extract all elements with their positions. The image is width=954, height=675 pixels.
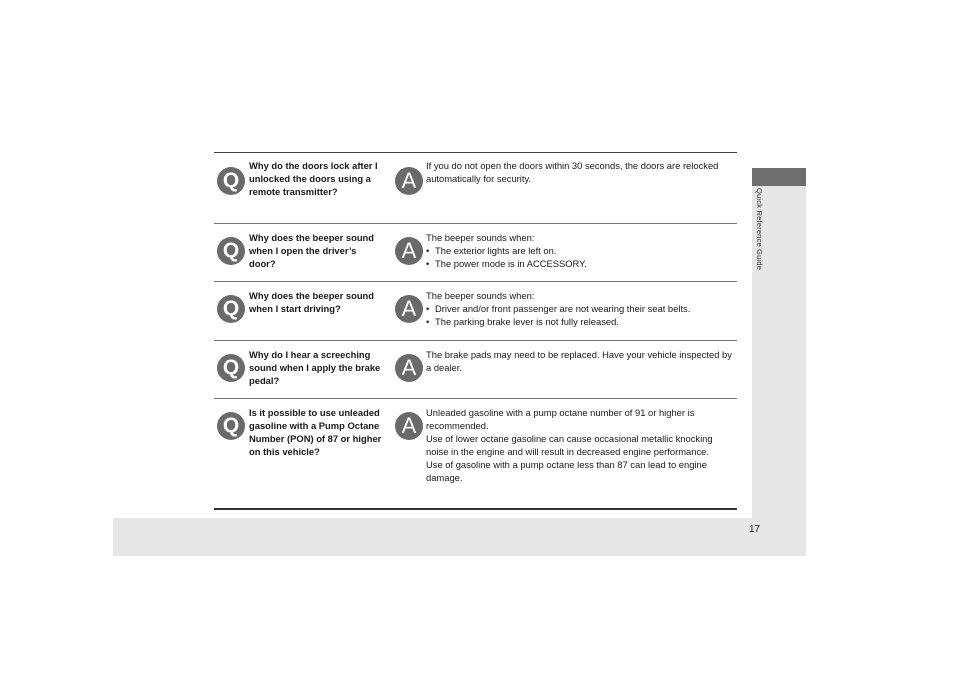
section-tab[interactable] (752, 168, 806, 186)
answer-icon: A (395, 237, 423, 265)
answer-icon: A (395, 167, 423, 195)
question-text: Why do I hear a screeching sound when I apply the brake pedal? (249, 349, 381, 386)
question-text: Why does the beeper sound when I start driving? (249, 290, 375, 314)
answer-icon: A (395, 412, 423, 440)
faq-row (214, 153, 737, 223)
question-icon: Q (217, 167, 245, 195)
answer-line: The beeper sounds when: (426, 232, 535, 243)
faq-row (214, 399, 737, 507)
question-text: Why does the beeper sound when I open the driver’s door? (249, 232, 375, 269)
question-text: Is it possible to use unleaded gasoline with a Pump Octane Number (PON) of 87 or higher on this vehicle? (249, 407, 382, 457)
table-bottom-rule (214, 508, 737, 510)
answer-text (426, 159, 732, 185)
answer-bullet: • The power mode is in ACCESSORY. (426, 257, 732, 270)
answer-text (426, 289, 732, 328)
answer-line: If you do not open the doors within 30 seconds, the doors are relocked automatically for security. (426, 160, 719, 184)
page-number: 17 (749, 524, 761, 535)
question-icon: Q (217, 412, 245, 440)
question-icon: Q (217, 237, 245, 265)
answer-line: Unleaded gasoline with a pump octane number of 91 or higher is recommended. (426, 407, 695, 431)
question-icon: Q (217, 295, 245, 323)
answer-line: Use of lower octane gasoline can cause occasional metallic knocking noise in the engine and will result in decreased engine performance. (426, 433, 713, 457)
answer-text (426, 348, 732, 374)
faq-row (214, 341, 737, 398)
answer-text (426, 406, 732, 484)
answer-line: Use of gasoline with a pump octane less than 87 can lead to engine damage. (426, 459, 707, 483)
question-text: Why do the doors lock after I unlocked the doors using a remote transmitter? (249, 160, 378, 197)
answer-icon: A (395, 295, 423, 323)
answer-bullet: • The exterior lights are left on. (426, 244, 732, 257)
faq-row (214, 224, 737, 281)
answer-text (426, 231, 732, 270)
page-footer-band (113, 518, 806, 556)
answer-bullet: • The parking brake lever is not fully released. (426, 315, 732, 328)
answer-bullet: • Driver and/or front passenger are not wearing their seat belts. (426, 302, 732, 315)
faq-row (214, 282, 737, 340)
section-label: Quick Reference Guide (755, 188, 764, 271)
answer-line: The brake pads may need to be replaced. Have your vehicle inspected by a dealer. (426, 349, 732, 373)
answer-icon: A (395, 354, 423, 382)
answer-line: The beeper sounds when: (426, 290, 535, 301)
question-icon: Q (217, 354, 245, 382)
